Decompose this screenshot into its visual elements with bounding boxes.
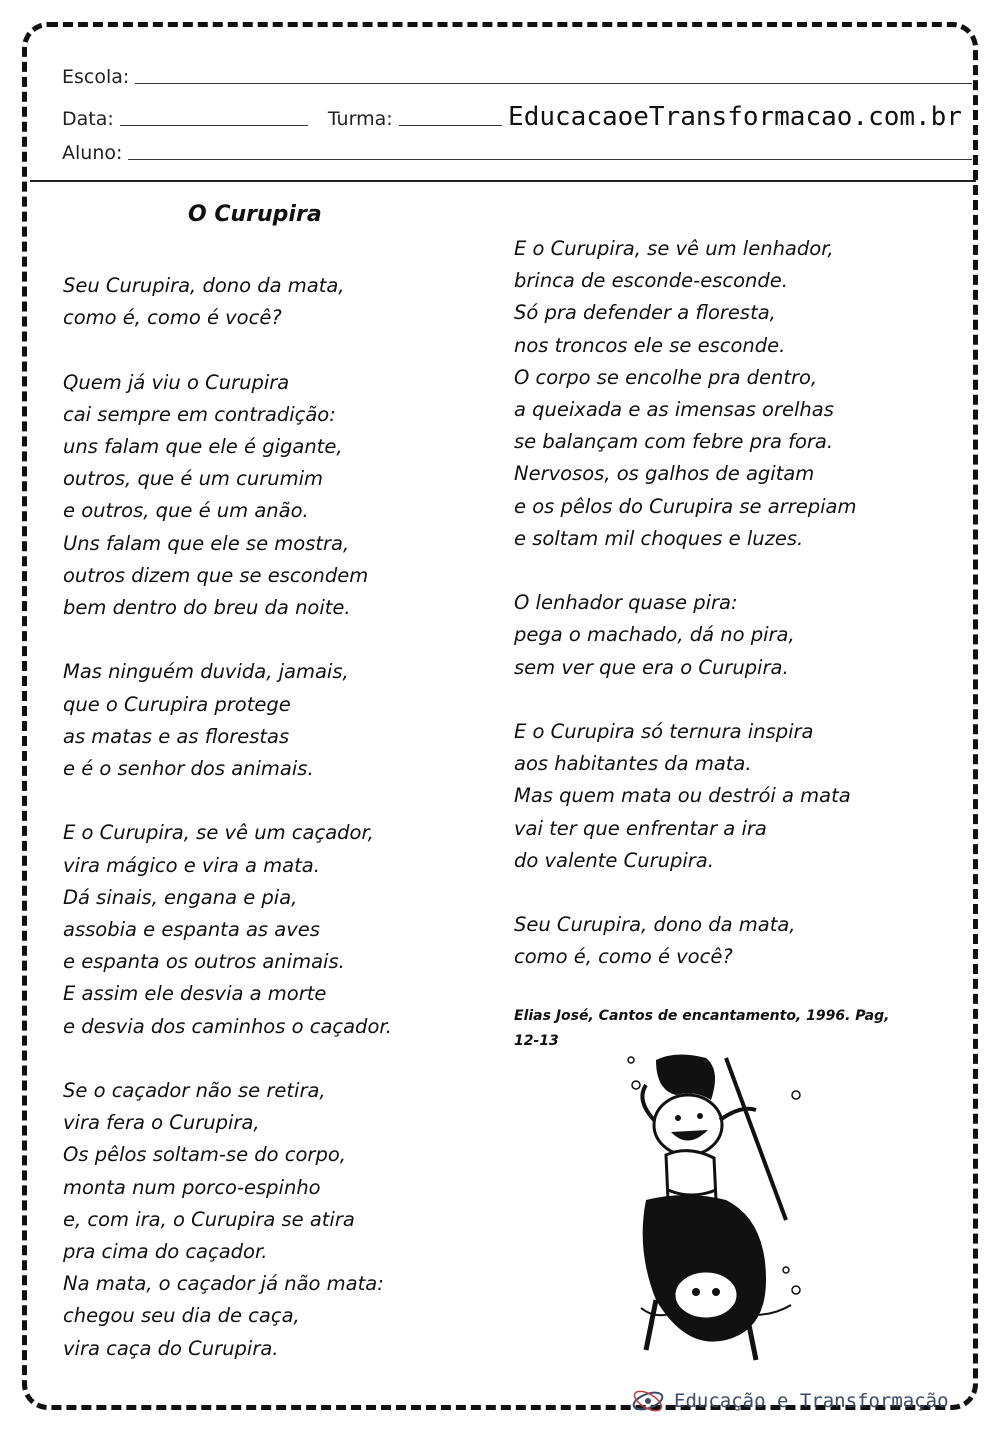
poem-line: e espanta os outros animais. bbox=[63, 950, 345, 974]
poem-line: Se o caçador não se retira, bbox=[63, 1079, 326, 1103]
turma-label: Turma: bbox=[327, 108, 393, 130]
poem-line: pra cima do caçador. bbox=[63, 1240, 268, 1264]
poem-line: assobia e espanta as aves bbox=[63, 918, 320, 942]
aluno-label: Aluno: bbox=[62, 142, 123, 164]
poem-line: vira caça do Curupira. bbox=[63, 1336, 279, 1360]
poem-line: Uns falam que ele se mostra, bbox=[63, 531, 350, 555]
poem-line: aos habitantes da mata. bbox=[514, 752, 752, 776]
poem-line: Seu Curupira, dono da mata, bbox=[514, 913, 796, 937]
header-divider bbox=[30, 180, 976, 182]
data-turma-row bbox=[62, 104, 972, 130]
poem-credit: Elias José, Cantos de encantamento, 1996. Pag, 12-13 bbox=[514, 1008, 890, 1049]
poem-stanza bbox=[63, 367, 463, 625]
poem-line: cai sempre em contradição: bbox=[63, 402, 336, 426]
poem-line: e é o senhor dos animais. bbox=[63, 757, 314, 781]
poem-line: e outros, que é um anão. bbox=[63, 499, 309, 523]
escola-label: Escola: bbox=[62, 66, 130, 88]
poem-line: Mas ninguém duvida, jamais, bbox=[63, 660, 349, 684]
poem-line: Só pra defender a floresta, bbox=[514, 301, 776, 325]
poem-line: como é, como é você? bbox=[63, 306, 282, 330]
poem-left-column bbox=[63, 270, 463, 1397]
poem-line: pega o machado, dá no pira, bbox=[514, 623, 795, 647]
poem-line: E o Curupira só ternura inspira bbox=[514, 720, 814, 744]
poem-line: Mas quem mata ou destrói a mata bbox=[514, 784, 851, 808]
poem-line: as matas e as florestas bbox=[63, 724, 290, 748]
aluno-row bbox=[62, 142, 972, 164]
curupira-illustration bbox=[616, 1050, 816, 1370]
poem-stanza bbox=[63, 270, 463, 334]
poem-line: como é, como é você? bbox=[514, 945, 733, 969]
curupira-riding-boar-illustration bbox=[616, 1050, 816, 1370]
poem-line: vai ter que enfrentar a ira bbox=[514, 816, 767, 840]
poem-line: e, com ira, o Curupira se atira bbox=[63, 1207, 355, 1231]
poem-line: vira mágico e vira a mata. bbox=[63, 853, 320, 877]
poem-stanza bbox=[514, 909, 934, 973]
poem-title: O Curupira bbox=[188, 202, 322, 227]
poem-line: e desvia dos caminhos o caçador. bbox=[63, 1014, 392, 1038]
poem-line: monta num porco-espinho bbox=[63, 1175, 321, 1199]
poem-stanza bbox=[514, 716, 934, 877]
poem-line: O lenhador quase pira: bbox=[514, 591, 738, 615]
poem-line: Nervosos, os galhos de agitam bbox=[514, 462, 815, 486]
poem-line: outros dizem que se escondem bbox=[63, 563, 369, 587]
poem-line: Seu Curupira, dono da mata, bbox=[63, 274, 345, 297]
poem-line: uns falam que ele é gigante, bbox=[63, 435, 343, 458]
poem-line: que o Curupira protege bbox=[63, 692, 291, 716]
poem-right-column bbox=[514, 233, 934, 1006]
data-label: Data: bbox=[62, 108, 114, 130]
poem-line: do valente Curupira. bbox=[514, 848, 714, 872]
poem-line: E o Curupira, se vê um lenhador, bbox=[514, 237, 834, 260]
poem-stanza bbox=[514, 233, 934, 555]
poem-line: brinca de esconde-esconde. bbox=[514, 269, 788, 293]
poem-line: chegou seu dia de caça, bbox=[63, 1304, 300, 1328]
poem-line: Dá sinais, engana e pia, bbox=[63, 885, 298, 909]
poem-line: E assim ele desvia a morte bbox=[63, 982, 327, 1006]
poem-line: O corpo se encolhe pra dentro, bbox=[514, 365, 818, 389]
escola-row bbox=[62, 66, 972, 88]
aluno-field[interactable] bbox=[128, 159, 972, 160]
poem-line: a queixada e as imensas orelhas bbox=[514, 398, 834, 422]
poem-line: nos troncos ele se esconde. bbox=[514, 333, 786, 357]
poem-line: Na mata, o caçador já não mata: bbox=[63, 1272, 384, 1296]
poem-line: Quem já viu o Curupira bbox=[63, 370, 290, 394]
poem-line: bem dentro do breu da noite. bbox=[63, 596, 351, 620]
poem-line: sem ver que era o Curupira. bbox=[514, 655, 789, 679]
poem-line: Os pêlos soltam-se do corpo, bbox=[63, 1143, 346, 1167]
poem-line: E o Curupira, se vê um caçador, bbox=[63, 821, 374, 845]
poem-stanza bbox=[514, 587, 934, 684]
footer-logo-text: Educação e Transformação bbox=[674, 1390, 949, 1412]
escola-field[interactable] bbox=[135, 83, 972, 84]
worksheet-header bbox=[62, 62, 974, 182]
poem-line: e soltam mil choques e luzes. bbox=[514, 526, 804, 550]
poem-stanza bbox=[63, 656, 463, 785]
footer-logo bbox=[630, 1386, 949, 1416]
turma-field[interactable] bbox=[399, 125, 502, 126]
site-watermark: EducacaoeTransformacao.com.br bbox=[508, 102, 962, 132]
data-field[interactable] bbox=[120, 125, 308, 126]
poem-line: outros, que é um curumim bbox=[63, 467, 323, 491]
poem-stanza bbox=[63, 817, 463, 1042]
poem-line: se balançam com febre pra fora. bbox=[514, 430, 834, 454]
poem-stanza bbox=[63, 1075, 463, 1365]
orbit-logo-icon bbox=[630, 1386, 666, 1416]
poem-line: e os pêlos do Curupira se arrepiam bbox=[514, 494, 857, 518]
poem-line: vira fera o Curupira, bbox=[63, 1111, 260, 1135]
